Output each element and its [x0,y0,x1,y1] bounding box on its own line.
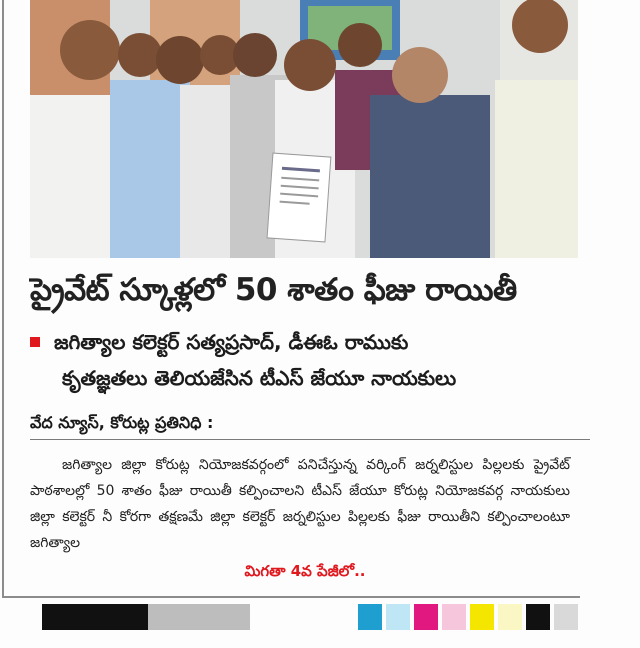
subhead-1-text: జగిత్యాల కలెక్టర్ సత్యప్రసాద్, డీఈఓ రాముకు [54,330,409,354]
bottom-rule [2,596,580,598]
color-swatch-yellow [470,604,494,630]
subhead-2: కృతజ్ఞతలు తెలియజేసిన టీఎస్ జేయూ నాయకులు [62,366,457,390]
photo-illustration [30,0,578,258]
subhead-1 [30,328,408,356]
headline: ప్రైవేట్ స్కూళ్లలో 50 శాతం ఫీజు రాయితీ [30,272,517,308]
color-swatch-black [42,604,148,630]
article-body [30,452,570,556]
red-bullet [30,337,40,347]
color-swatch-magenta [414,604,438,630]
dateline-rule [30,439,590,440]
dateline: వేద న్యూస్, కోరుట్ల ప్రతినిధి : [30,413,214,432]
left-column-rule [2,0,4,596]
article-body-paragraph: జగిత్యాల జిల్లా కోరుట్ల నియోజకవర్గంలో పనిచేస్తున్న వర్కింగ్ జర్నలిస్టుల పిల్లలకు ప్రైవేట్ పాఠశాలల్లో 50 శాతం ఫీజు రాయితీ కల్పించాలని టీఎస్ జేయూ కోరుట్ల నియోజకవర్గ నాయకులు జిల్లా కలెక్టర్ నీ కోరగా తక్షణమే జిల్లా కలెక్టర్ జర్నలిస్టుల పిల్లలకు ఫీజు రాయితీని కల్పించాలంటూ జగిత్యాల [30,457,570,551]
color-swatch-light-cyan [386,604,410,630]
dateline-row [30,408,590,438]
color-swatch-black-2 [526,604,550,630]
print-color-bar [0,604,640,630]
continued-on-page: మిగతా 4వ పేజీలో.. [244,562,366,580]
news-photo [30,0,578,258]
color-swatch-gray [148,604,250,630]
color-swatch-light-gray [554,604,578,630]
color-swatch-cyan [358,604,382,630]
color-swatch-light-yellow [498,604,522,630]
color-swatch-light-magenta [442,604,466,630]
